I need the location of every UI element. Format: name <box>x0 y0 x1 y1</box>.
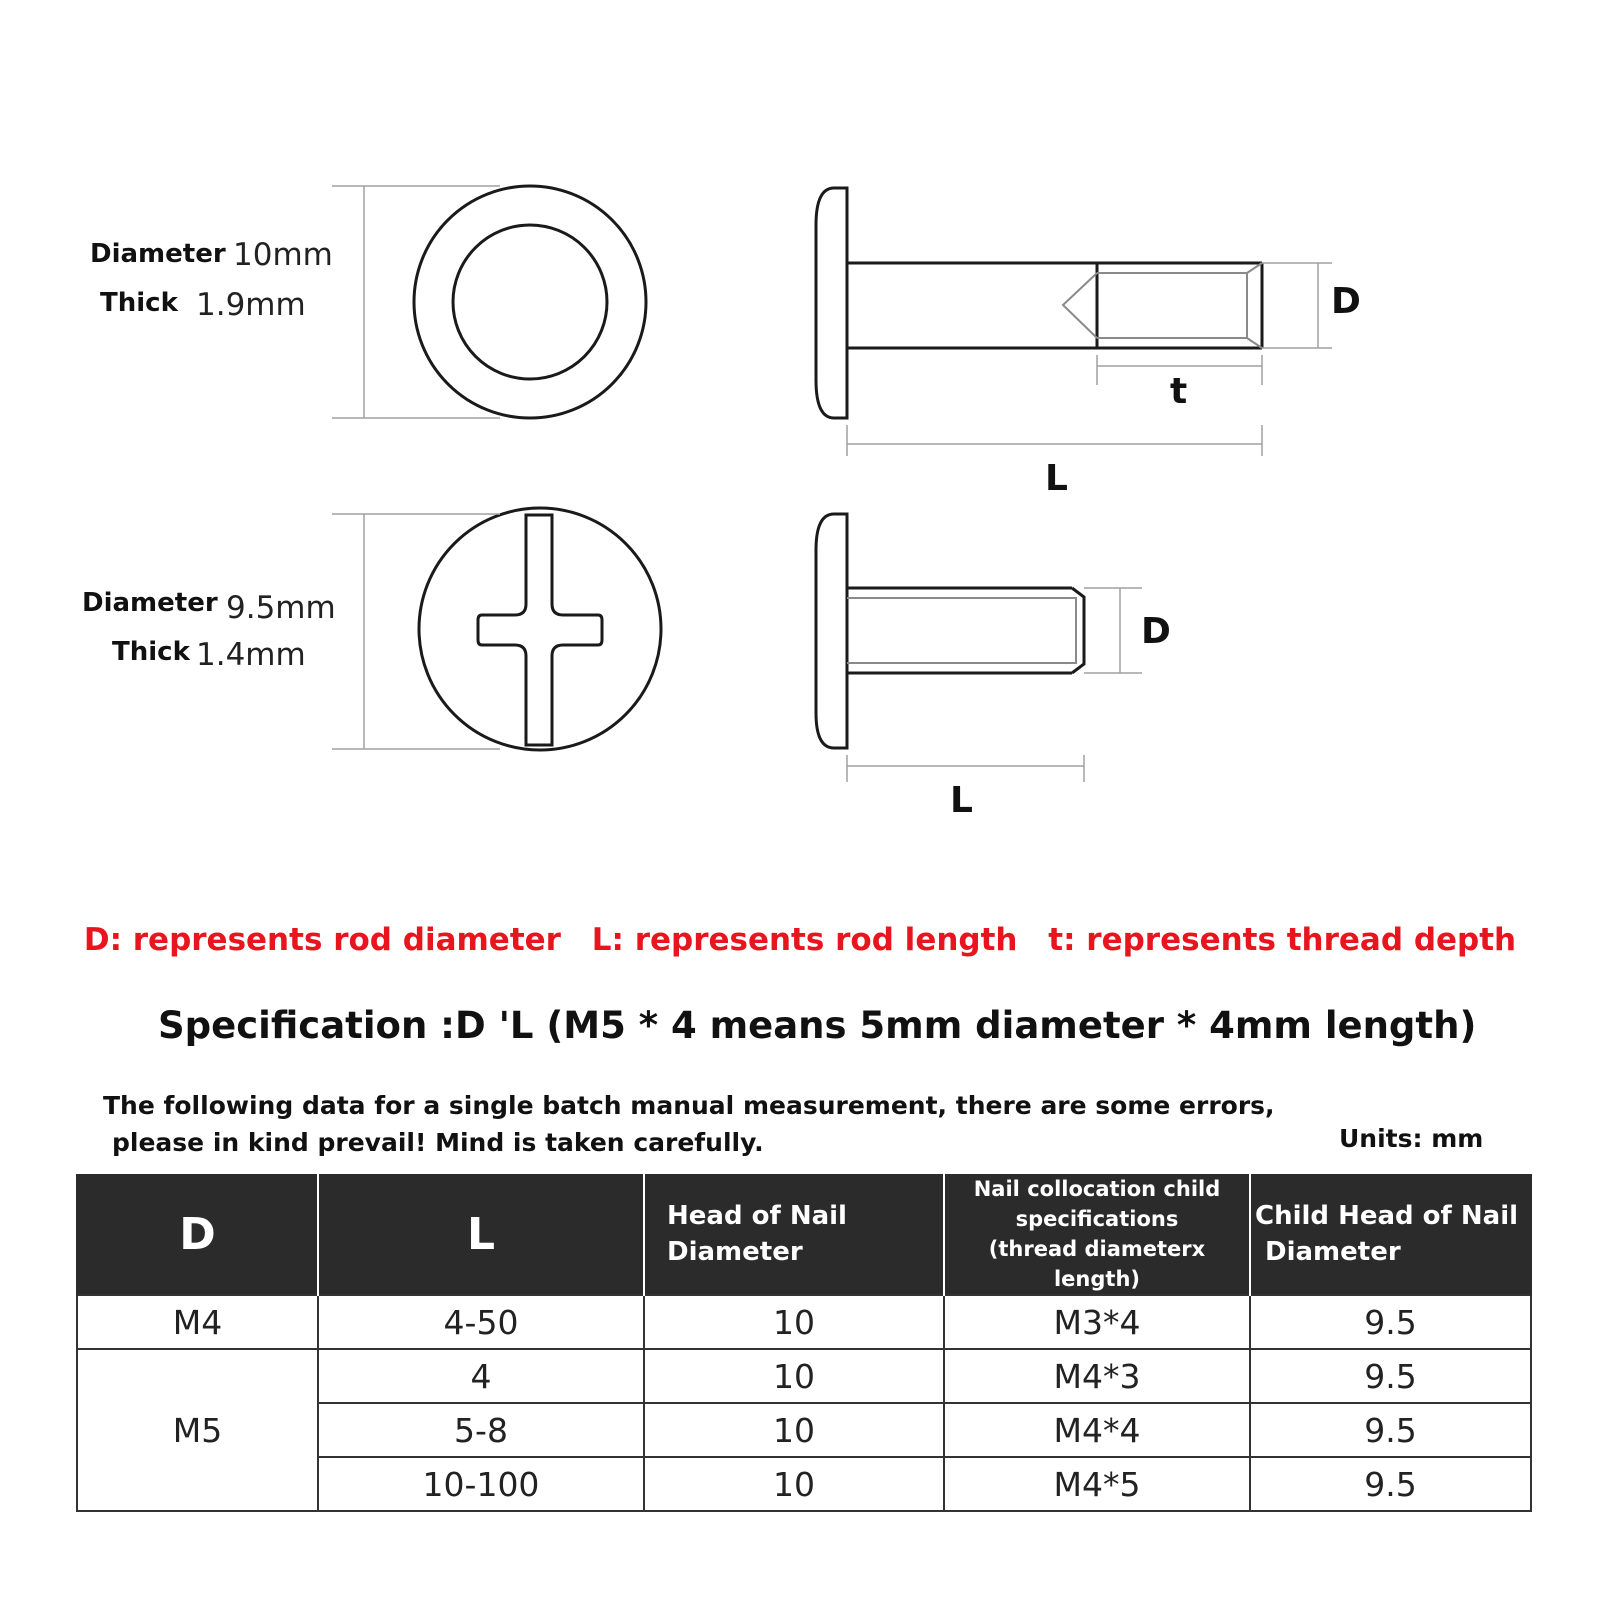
header-child-line1: Nail collocation child <box>973 1177 1221 1201</box>
cell-child-head: 9.5 <box>1250 1295 1531 1349</box>
washer-thick-label: Thick <box>100 288 178 318</box>
nut-thread-lines <box>1063 263 1262 348</box>
cell-l: 4-50 <box>318 1295 644 1349</box>
cell-child: M4*3 <box>944 1349 1250 1403</box>
screw-dimension-lines <box>847 588 1142 782</box>
header-head-line1: Head of Nail <box>667 1201 847 1231</box>
header-l: L <box>318 1174 644 1295</box>
legend-l: L: represents rod length <box>591 922 1018 958</box>
legend-line <box>0 922 1600 958</box>
nut-t-label: t <box>1170 371 1188 412</box>
header-head-line2: Diameter <box>667 1237 803 1267</box>
table-header-row <box>77 1174 1531 1295</box>
header-child-head-line1: Child Head of Nail <box>1255 1201 1519 1231</box>
cell-child: M4*5 <box>944 1457 1250 1511</box>
screw-diameter-value: 9.5mm <box>226 590 336 626</box>
note-line-2: please in kind prevail! Mind is taken carefully. <box>112 1128 764 1157</box>
spec-table <box>76 1174 1532 1512</box>
cell-head: 10 <box>644 1349 944 1403</box>
header-child-spec <box>944 1174 1250 1295</box>
specification-heading: Specification :D 'L (M5 * 4 means 5mm diameter * 4mm length) <box>158 1004 1477 1047</box>
cell-head: 10 <box>644 1295 944 1349</box>
screw-thread-lines <box>847 597 1076 664</box>
cell-l: 5-8 <box>318 1403 644 1457</box>
cell-l: 4 <box>318 1349 644 1403</box>
nut-side-view <box>816 188 1262 418</box>
cell-head: 10 <box>644 1403 944 1457</box>
header-d: D <box>77 1174 318 1295</box>
screw-l-label: L <box>950 780 973 821</box>
cell-child: M4*4 <box>944 1403 1250 1457</box>
screw-thick-value: 1.4mm <box>196 637 306 673</box>
nut-dimension-lines <box>847 263 1332 456</box>
header-child-line2: specifications <box>1015 1207 1179 1231</box>
header-head-diameter <box>644 1174 944 1295</box>
cell-child-head: 9.5 <box>1250 1457 1531 1511</box>
nut-d-label: D <box>1331 281 1361 322</box>
cell-d: M4 <box>77 1295 318 1349</box>
screw-thick-label: Thick <box>112 637 190 667</box>
cell-child-head: 9.5 <box>1250 1403 1531 1457</box>
phillips-screw-front-view <box>419 508 661 750</box>
nut-l-label: L <box>1045 458 1068 499</box>
units-label: Units: mm <box>1339 1124 1484 1153</box>
washer-diameter-label: Diameter <box>90 239 226 269</box>
table-row <box>77 1349 1531 1403</box>
cell-child: M3*4 <box>944 1295 1250 1349</box>
cell-d: M5 <box>77 1349 318 1511</box>
cell-l: 10-100 <box>318 1457 644 1511</box>
measurement-note <box>103 1087 1275 1161</box>
header-child-line3: (thread diameterx length) <box>988 1237 1206 1291</box>
legend-t: t: represents thread depth <box>1048 922 1517 958</box>
note-line-1: The following data for a single batch manual measurement, there are some errors, <box>103 1091 1275 1120</box>
screw-diameter-label: Diameter <box>82 588 218 618</box>
screw-side-view <box>816 514 1084 748</box>
cell-child-head: 9.5 <box>1250 1349 1531 1403</box>
screw-d-label: D <box>1141 611 1171 652</box>
legend-d: D: represents rod diameter <box>83 922 561 958</box>
phillips-screw-dimension-lines <box>332 514 500 749</box>
header-child-head-line2: Diameter <box>1265 1237 1401 1267</box>
table-row <box>77 1295 1531 1349</box>
washer-dimension-lines <box>332 186 500 418</box>
washer-thick-value: 1.9mm <box>196 287 306 323</box>
washer-front-view <box>414 186 646 418</box>
header-child-head-diameter <box>1250 1174 1531 1295</box>
cell-head: 10 <box>644 1457 944 1511</box>
washer-diameter-value: 10mm <box>233 237 333 273</box>
